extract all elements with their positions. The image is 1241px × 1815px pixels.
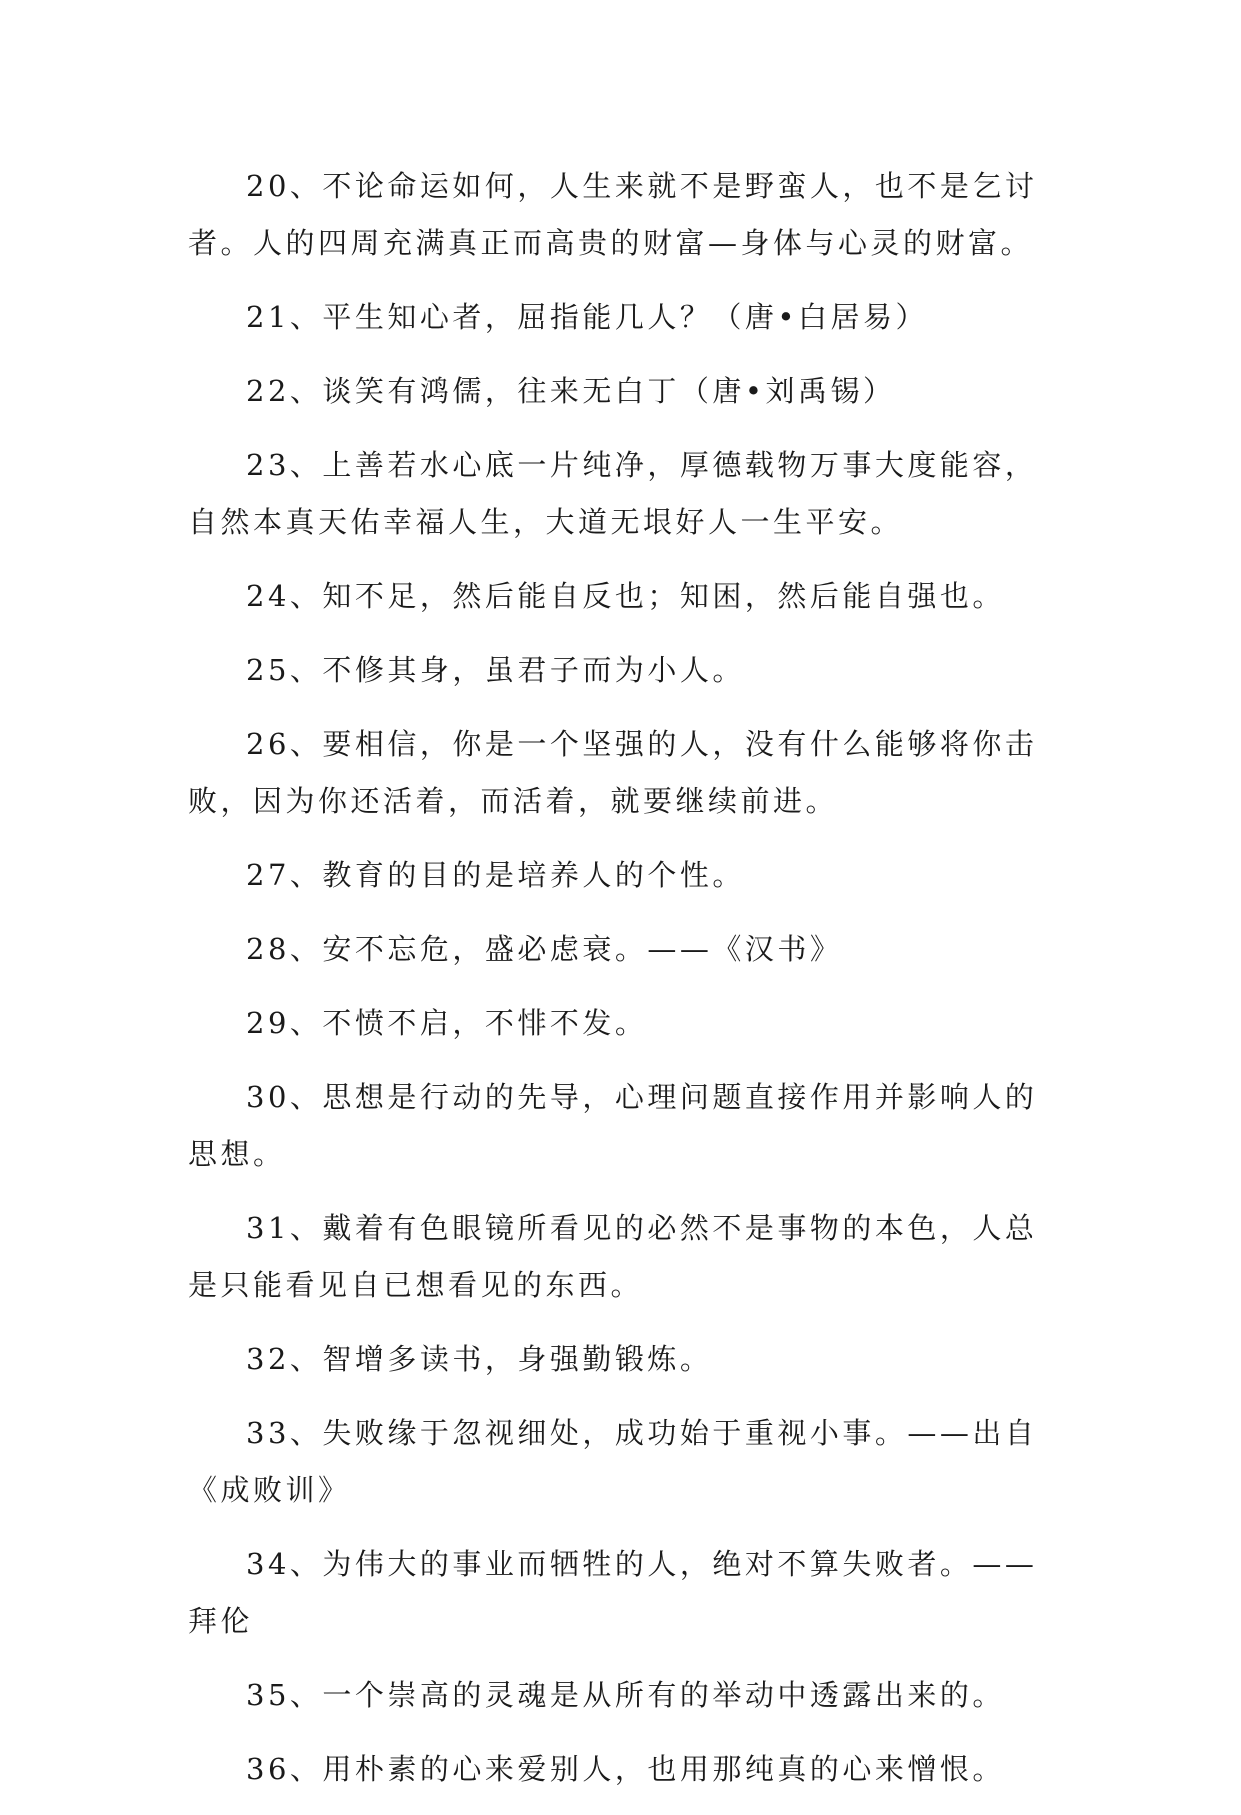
- quote-paragraph-23: 23、上善若水心底一片纯净，厚德载物万事大度能容，自然本真天佑幸福人生，大道无垠好人一生平安。: [188, 448, 1038, 539]
- quote-paragraph-26: 26、要相信，你是一个坚强的人，没有什么能够将你击败，因为你还活着，而活着，就要继续前进。: [188, 727, 1038, 818]
- quote-paragraph-25: 25、不修其身，虽君子而为小人。: [246, 653, 745, 687]
- quote-paragraph-22: 22、谈笑有鸿儒，往来无白丁（唐•刘禹锡）: [246, 374, 896, 408]
- quote-paragraph-33: 33、失败缘于忽视细处，成功始于重视小事。——出自《成败训》: [188, 1416, 1038, 1507]
- quote-paragraph-21: 21、平生知心者，屈指能几人？（唐•白居易）: [246, 300, 929, 334]
- quote-paragraph-36: 36、用朴素的心来爱别人，也用那纯真的心来憎恨。: [246, 1752, 1005, 1786]
- quote-paragraph-31: 31、戴着有色眼镜所看见的必然不是事物的本色，人总是只能看见自已想看见的东西。: [188, 1211, 1038, 1302]
- quote-paragraph-27: 27、教育的目的是培养人的个性。: [246, 858, 745, 892]
- quote-paragraph-34: 34、为伟大的事业而牺牲的人，绝对不算失败者。——拜伦: [188, 1547, 1038, 1638]
- quote-paragraph-35: 35、一个崇高的灵魂是从所有的举动中透露出来的。: [246, 1678, 1005, 1712]
- quote-paragraph-24: 24、知不足，然后能自反也；知困，然后能自强也。: [246, 579, 1005, 613]
- quote-paragraph-28: 28、安不忘危，盛必虑衰。——《汉书》: [246, 932, 843, 966]
- quote-paragraph-20: 20、不论命运如何，人生来就不是野蛮人，也不是乞讨者。人的四周充满真正而高贵的财富—身体与心灵的财富。: [188, 169, 1038, 260]
- quote-paragraph-29: 29、不愤不启，不悱不发。: [246, 1006, 648, 1040]
- quote-paragraph-32: 32、智增多读书，身强勤锻炼。: [246, 1342, 713, 1376]
- document-page: [188, 158, 1068, 1815]
- quote-paragraph-30: 30、思想是行动的先导，心理问题直接作用并影响人的思想。: [188, 1080, 1038, 1171]
